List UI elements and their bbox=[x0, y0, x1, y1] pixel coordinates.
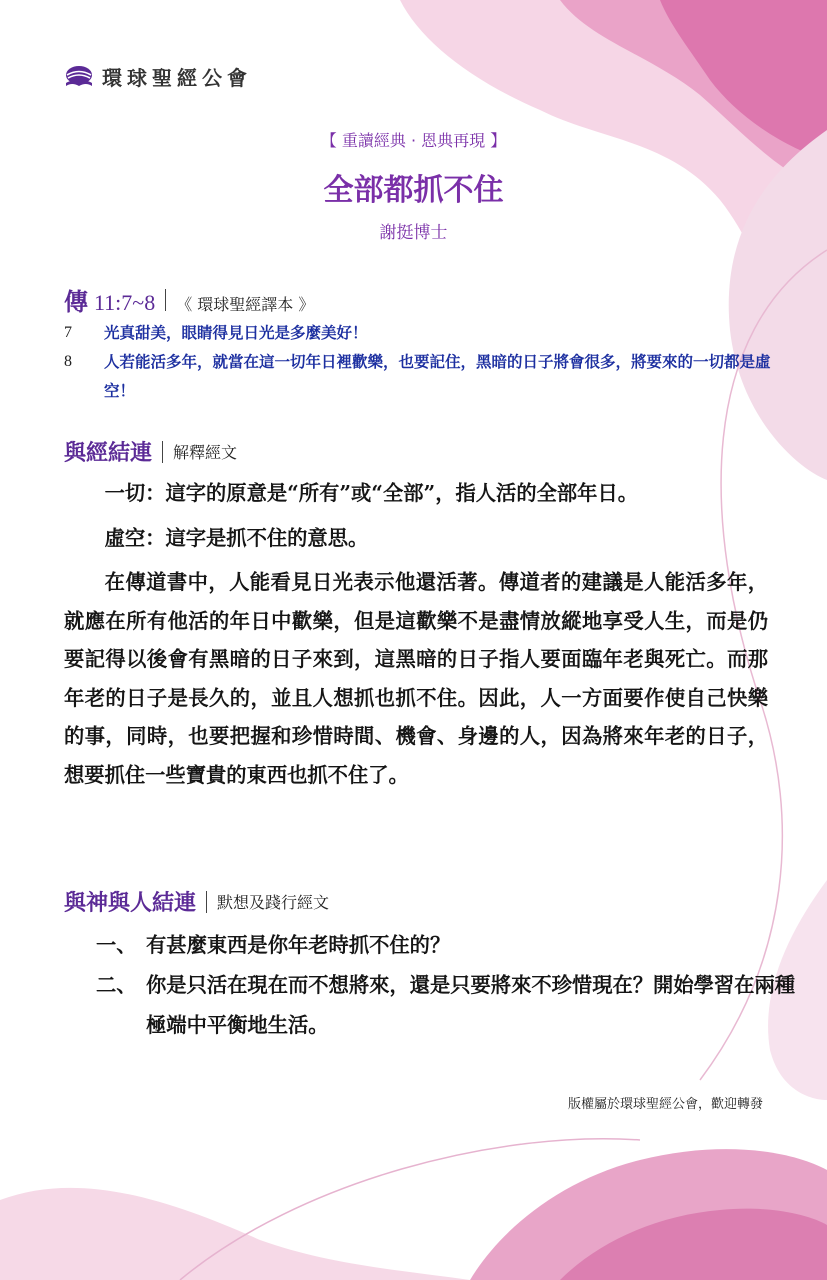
paragraph: 在傳道書中，人能看見日光表示他還活著。傳道者的建議是人能活多年，就應在所有他活的年日中歡樂，但是這歡樂不是盡情放縱地享受人生，而是仍要記得以後會有黑暗的日子來到，這黑暗的日子指人要面臨年老與死亡。而那年老的日子是長久的，並且人想抓也抓不住。因此，人一方面要作使自己快樂的事，同時，也要把握和珍惜時間、機會、身邊的人，因為將來年老的日子，想要抓住一些寶貴的東西也抓不住了。 bbox=[64, 570, 768, 787]
question-item bbox=[96, 965, 796, 1045]
reflection-questions bbox=[96, 925, 796, 1045]
bible-globe-icon bbox=[64, 64, 94, 90]
verse-text: 光真甜美，眼睛得見日光是多麼美好！ bbox=[104, 323, 368, 342]
scripture-reference bbox=[64, 282, 314, 317]
section-title: 與神與人結連 bbox=[64, 890, 197, 916]
paragraph: 一切：這字的原意是“所有”或“全部”，指人活的全部年日。 bbox=[104, 481, 639, 505]
verse-number: 7 bbox=[64, 324, 72, 341]
verse-number: 8 bbox=[64, 353, 72, 370]
scripture-book: 傳 bbox=[64, 287, 88, 316]
brand-name: 環球聖經公會 bbox=[102, 66, 252, 90]
explanation-body bbox=[64, 474, 768, 794]
section-title: 與經結連 bbox=[64, 440, 153, 466]
section-heading-connect-god-people bbox=[64, 886, 329, 917]
verse-item bbox=[64, 318, 774, 347]
series-label: 【 重讀經典 · 恩典再現 】 bbox=[320, 131, 507, 150]
copyright-notice: 版權屬於環球聖經公會，歡迎轉發 bbox=[567, 1097, 763, 1112]
question-text: 有甚麼東西是你年老時抓不住的？ bbox=[146, 933, 451, 957]
scripture-verses bbox=[64, 318, 774, 405]
question-item bbox=[96, 925, 796, 965]
paragraph: 虛空：這字是抓不住的意思。 bbox=[104, 525, 369, 550]
verse-text: 人若能活多年，就當在這一切年日裡歡樂，也要記住，黑暗的日子將會很多，將要來的一切都是虛空！ bbox=[104, 352, 771, 400]
divider bbox=[165, 289, 166, 311]
scripture-chapter-verse: 11:7~8 bbox=[94, 290, 156, 315]
section-subtitle: 默想及踐行經文 bbox=[217, 893, 330, 912]
divider bbox=[162, 441, 163, 463]
question-number: 二、 bbox=[96, 973, 137, 997]
author: 謝挺博士 bbox=[379, 223, 448, 243]
question-text: 你是只活在現在而不想將來，還是只要將來不珍惜現在？開始學習在兩種極端中平衡地生活。 bbox=[146, 973, 796, 1037]
page-title: 全部都抓不住 bbox=[323, 173, 504, 208]
brand-logo bbox=[64, 62, 252, 91]
section-subtitle: 解釋經文 bbox=[173, 443, 238, 462]
question-number: 一、 bbox=[96, 933, 137, 957]
scripture-version: 《 環球聖經譯本 》 bbox=[176, 295, 315, 314]
divider bbox=[206, 891, 207, 913]
section-heading-connect-scripture bbox=[64, 436, 237, 467]
verse-item bbox=[64, 347, 774, 405]
